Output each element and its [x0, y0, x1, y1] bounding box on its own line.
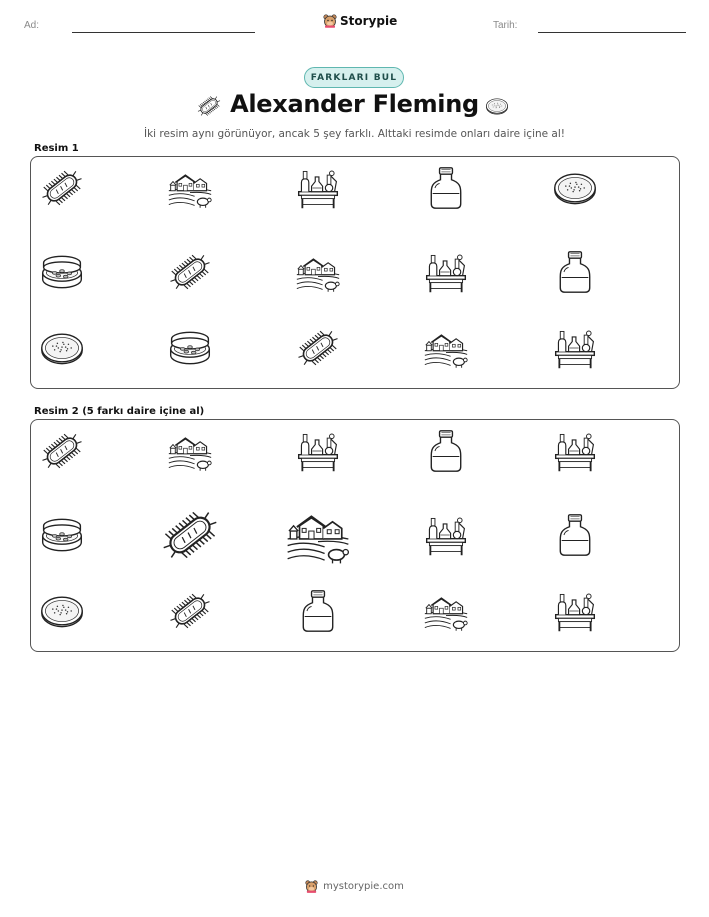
- picture2-label: Resim 2 (5 farkı daire içine al): [34, 406, 205, 417]
- grid-cell[interactable]: [423, 512, 469, 558]
- brand-logo: [323, 14, 397, 28]
- grid-cell[interactable]: [552, 428, 598, 474]
- petri-dish-icon: [39, 325, 85, 371]
- grid-cell[interactable]: [39, 588, 85, 634]
- bottle-icon: [552, 512, 598, 558]
- grid-cell: [39, 165, 85, 211]
- title-deco-left: [196, 93, 222, 123]
- grid-cell[interactable]: [285, 502, 351, 568]
- grid-cell[interactable]: [39, 512, 85, 558]
- petri-dish-spots-icon: [167, 325, 213, 371]
- farm-icon: [295, 249, 341, 295]
- petri-dish-icon: [484, 94, 510, 118]
- grid-cell: [295, 325, 341, 371]
- date-line[interactable]: [538, 32, 686, 33]
- page-title: Alexander Fleming: [230, 90, 479, 118]
- bottle-icon: [295, 588, 341, 634]
- grid-cell: [552, 249, 598, 295]
- grid-cell: [423, 249, 469, 295]
- grid-cell[interactable]: [295, 428, 341, 474]
- bottle-icon: [423, 165, 469, 211]
- storypie-bear-icon: [323, 14, 337, 28]
- bacteria-icon: [159, 504, 221, 566]
- bacteria-icon: [167, 249, 213, 295]
- petri-dish-spots-icon: [39, 512, 85, 558]
- grid-cell: [167, 325, 213, 371]
- grid-cell[interactable]: [552, 588, 598, 634]
- name-line[interactable]: [72, 32, 255, 33]
- farm-icon: [167, 165, 213, 211]
- lab-table-icon: [552, 588, 598, 634]
- grid-cell: [423, 325, 469, 371]
- farm-icon: [167, 428, 213, 474]
- grid-cell[interactable]: [39, 428, 85, 474]
- grid-cell: [295, 249, 341, 295]
- petri-dish-icon: [552, 165, 598, 211]
- footer: [0, 880, 709, 893]
- lab-table-icon: [295, 165, 341, 211]
- grid-cell: [295, 165, 341, 211]
- lab-table-icon: [423, 249, 469, 295]
- grid-cell[interactable]: [552, 512, 598, 558]
- bacteria-icon: [39, 428, 85, 474]
- grid-cell: [39, 249, 85, 295]
- farm-icon: [285, 502, 351, 568]
- bacteria-icon: [167, 588, 213, 634]
- storypie-bear-icon: [305, 880, 318, 893]
- bottle-icon: [552, 249, 598, 295]
- farm-icon: [423, 325, 469, 371]
- grid-cell: [167, 249, 213, 295]
- footer-site: mystorypie.com: [323, 881, 404, 892]
- date-label: Tarih:: [493, 20, 518, 31]
- activity-badge: FARKLARI BUL: [304, 67, 404, 88]
- bacteria-icon: [295, 325, 341, 371]
- name-label: Ad:: [24, 20, 40, 31]
- title-deco-right: [484, 94, 510, 122]
- grid-cell: [552, 165, 598, 211]
- grid-cell[interactable]: [159, 504, 221, 566]
- grid-cell: [167, 165, 213, 211]
- lab-table-icon: [295, 428, 341, 474]
- bacteria-icon: [196, 93, 222, 119]
- petri-dish-spots-icon: [39, 249, 85, 295]
- lab-table-icon: [552, 325, 598, 371]
- grid-cell: [423, 165, 469, 211]
- grid-cell[interactable]: [423, 428, 469, 474]
- bacteria-icon: [39, 165, 85, 211]
- grid-cell[interactable]: [167, 588, 213, 634]
- grid-cell[interactable]: [167, 428, 213, 474]
- lab-table-icon: [423, 512, 469, 558]
- grid-cell: [39, 325, 85, 371]
- brand-name: Storypie: [340, 14, 398, 28]
- instructions: İki resim aynı görünüyor, ancak 5 şey farklı. Alttaki resimde onları daire içine al!: [144, 128, 565, 140]
- grid-cell: [552, 325, 598, 371]
- farm-icon: [423, 588, 469, 634]
- grid-cell[interactable]: [423, 588, 469, 634]
- petri-dish-icon: [39, 588, 85, 634]
- bottle-icon: [423, 428, 469, 474]
- lab-table-icon: [552, 428, 598, 474]
- picture1-label: Resim 1: [34, 143, 79, 154]
- grid-cell[interactable]: [295, 588, 341, 634]
